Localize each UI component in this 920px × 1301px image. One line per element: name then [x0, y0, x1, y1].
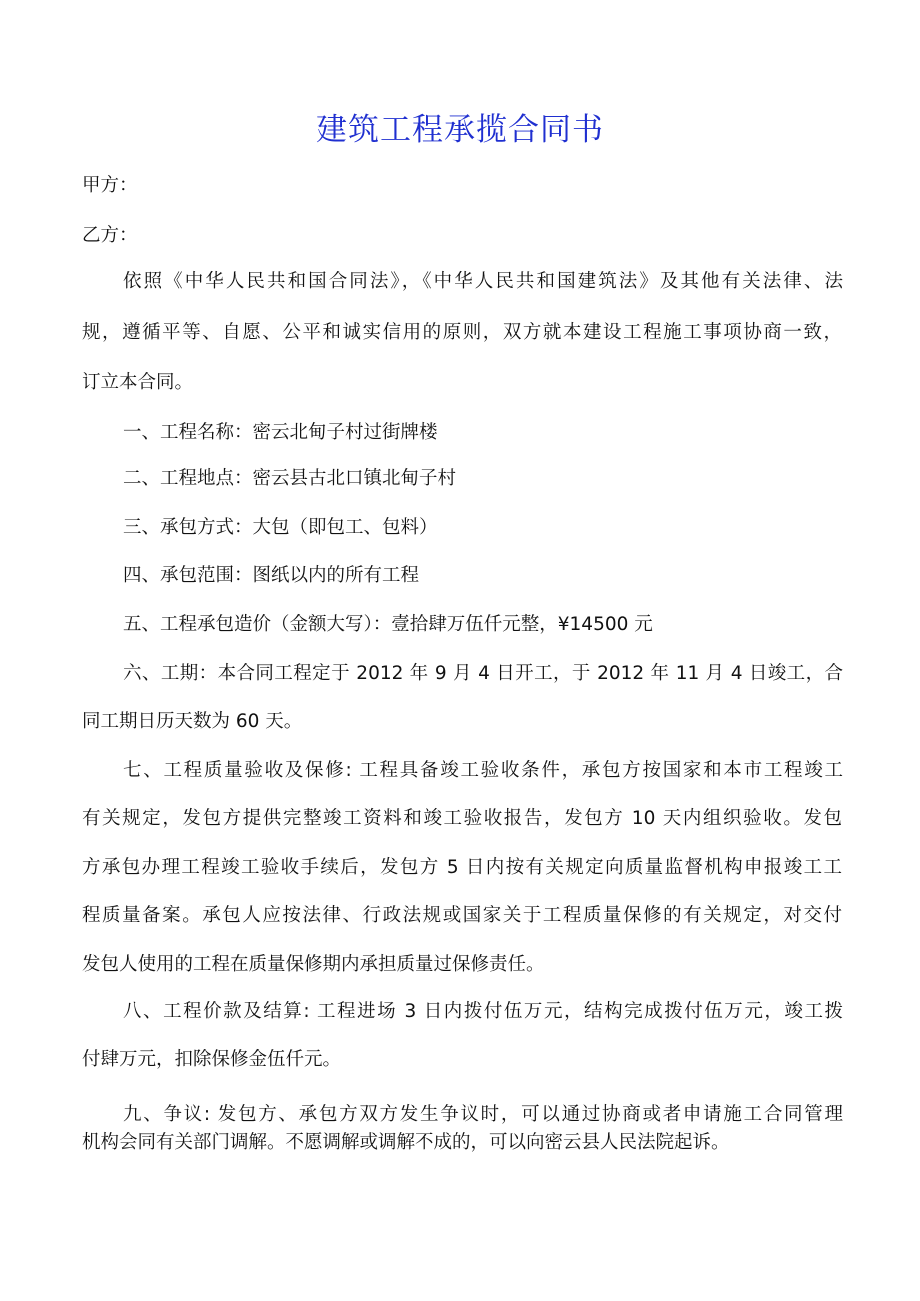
- clause-quality-line-5: 发包人使用的工程在质量保修期内承担质量过保修责任。: [82, 954, 545, 975]
- intro-line-1: 依照《中华人民共和国合同法》，《中华人民共和国建筑法》及其他有关法律、法: [123, 271, 843, 292]
- clause-quality-line-3: 方承包办理工程竣工验收手续后，发包方 5 日内按有关规定向质量监督机构申报竣工工: [82, 857, 842, 878]
- clause-contract-scope: 四、承包范围：图纸以内的所有工程: [123, 565, 420, 586]
- document-title: 建筑工程承揽合同书: [316, 112, 604, 148]
- intro-line-2: 规，遵循平等、自愿、公平和诚实信用的原则，双方就本建设工程施工事项协商一致，: [82, 322, 842, 343]
- clause-dispute-line-1: 九、争议: 发包方、承包方双方发生争议时，可以通过协商或者申请施工合同管理: [123, 1104, 843, 1125]
- intro-line-3: 订立本合同。: [82, 372, 194, 393]
- party-b-label: 乙方：: [82, 225, 138, 246]
- clause-project-location: 二、工程地点：密云县古北口镇北甸子村: [123, 468, 457, 489]
- clause-quality-line-4: 程质量备案。承包人应按法律、行政法规或国家关于工程质量保修的有关规定，对交付: [82, 905, 842, 926]
- clause-quality-line-1: 七、工程质量验收及保修: 工程具备竣工验收条件，承包方按国家和本市工程竣工: [123, 760, 843, 781]
- clause-payment-line-1: 八、工程价款及结算: 工程进场 3 日内拨付伍万元，结构完成拨付伍万元，竣工拨: [123, 1001, 843, 1022]
- party-a-label: 甲方：: [82, 175, 138, 196]
- clause-duration-line-2: 同工期日历天数为 60 天。: [82, 711, 303, 732]
- clause-duration-line-1: 六、工期：本合同工程定于 2012 年 9 月 4 日开工，于 2012 年 11 月 4 日竣工，合: [123, 663, 843, 684]
- clause-contract-price: 五、工程承包造价（金额大写）：壹拾肆万伍仟元整，¥14500 元: [123, 614, 653, 635]
- clause-quality-line-2: 有关规定，发包方提供完整竣工资料和竣工验收报告，发包方 10 天内组织验收。发包: [82, 808, 842, 829]
- clause-project-name: 一、工程名称：密云北甸子村过街牌楼: [123, 422, 438, 443]
- clause-payment-line-2: 付肆万元，扣除保修金伍仟元。: [82, 1049, 342, 1070]
- clause-contract-mode: 三、承包方式：大包（即包工、包料）: [123, 517, 438, 538]
- clause-dispute-line-2: 机构会同有关部门调解。不愿调解或调解不成的，可以向密云县人民法院起诉。: [82, 1132, 730, 1153]
